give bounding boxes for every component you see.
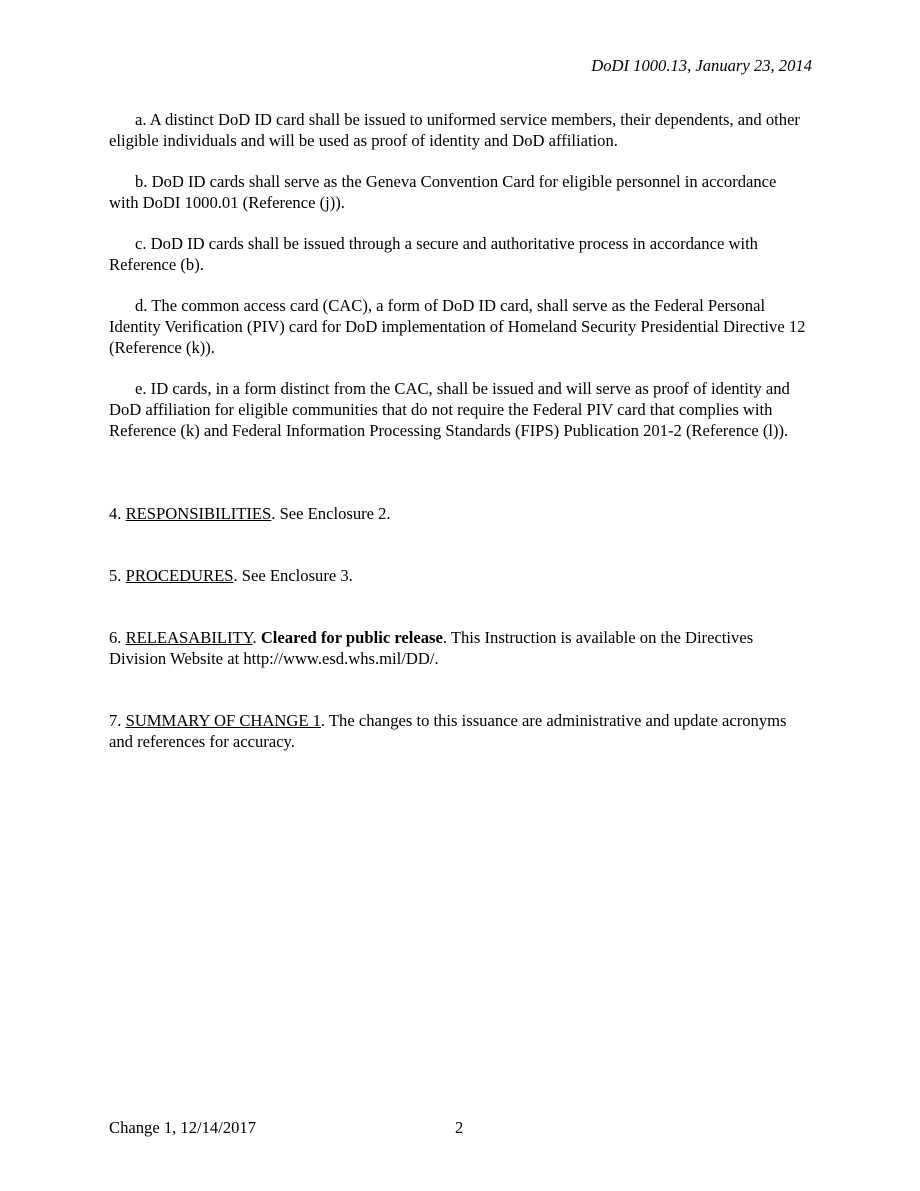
- section-procedures: [109, 565, 353, 586]
- section-responsibilities: [109, 503, 391, 524]
- section-heading: RESPONSIBILITIES: [125, 504, 272, 523]
- section-heading: RELEASABILITY: [125, 628, 253, 647]
- paragraph-a: [109, 109, 809, 151]
- section-releasability: [109, 627, 809, 669]
- section-number: 4.: [109, 504, 126, 523]
- section-heading: PROCEDURES: [125, 566, 234, 585]
- paragraph-d-text: d. The common access card (CAC), a form of DoD ID card, shall serve as the Federal Personal Identity Verification (PIV) card for DoD implementation of Homeland Security Presidential Directive 12 (Reference (k)).: [109, 296, 806, 357]
- section-summary-of-change: [109, 710, 809, 752]
- section-text: . This Instruction is available on the Directives Division Website at http://www.esd.whs.mil/DD/.: [109, 628, 754, 668]
- section-number: 5.: [109, 566, 126, 585]
- section-separator: .: [252, 628, 261, 647]
- section-number: 7.: [109, 711, 126, 730]
- section-heading: SUMMARY OF CHANGE 1: [125, 711, 321, 730]
- section-text: . See Enclosure 3.: [233, 566, 353, 585]
- section-text: . See Enclosure 2.: [271, 504, 391, 523]
- section-text: . The changes to this issuance are administrative and update acronyms and references for accuracy.: [109, 711, 787, 751]
- section-number: 6.: [109, 628, 126, 647]
- paragraph-c-text: c. DoD ID cards shall be issued through a secure and authoritative process in accordance with Reference (b).: [109, 234, 758, 274]
- paragraph-b: [109, 171, 809, 213]
- paragraph-c: [109, 233, 809, 275]
- running-header: DoDI 1000.13, January 23, 2014: [591, 56, 812, 75]
- footer-change-date: Change 1, 12/14/2017: [109, 1118, 257, 1137]
- paragraph-b-text: b. DoD ID cards shall serve as the Geneva Convention Card for eligible personnel in accordance with DoDI 1000.01 (Reference (j)).: [109, 172, 777, 212]
- release-statement: Cleared for public release: [260, 628, 443, 647]
- paragraph-e-text: e. ID cards, in a form distinct from the CAC, shall be issued and will serve as proof of identity and DoD affiliation for eligible communities that do not require the Federal PIV card that complies with Reference (k) and Federal Information Processing Standards (FIPS) Publication 201-2 (Reference (l)).: [109, 379, 790, 440]
- paragraph-d: [109, 295, 809, 358]
- page-number: 2: [455, 1118, 464, 1137]
- paragraph-e: [109, 378, 809, 441]
- paragraph-a-text: a. A distinct DoD ID card shall be issued to uniformed service members, their dependents, and other eligible individuals and will be used as proof of identity and DoD affiliation.: [109, 110, 800, 150]
